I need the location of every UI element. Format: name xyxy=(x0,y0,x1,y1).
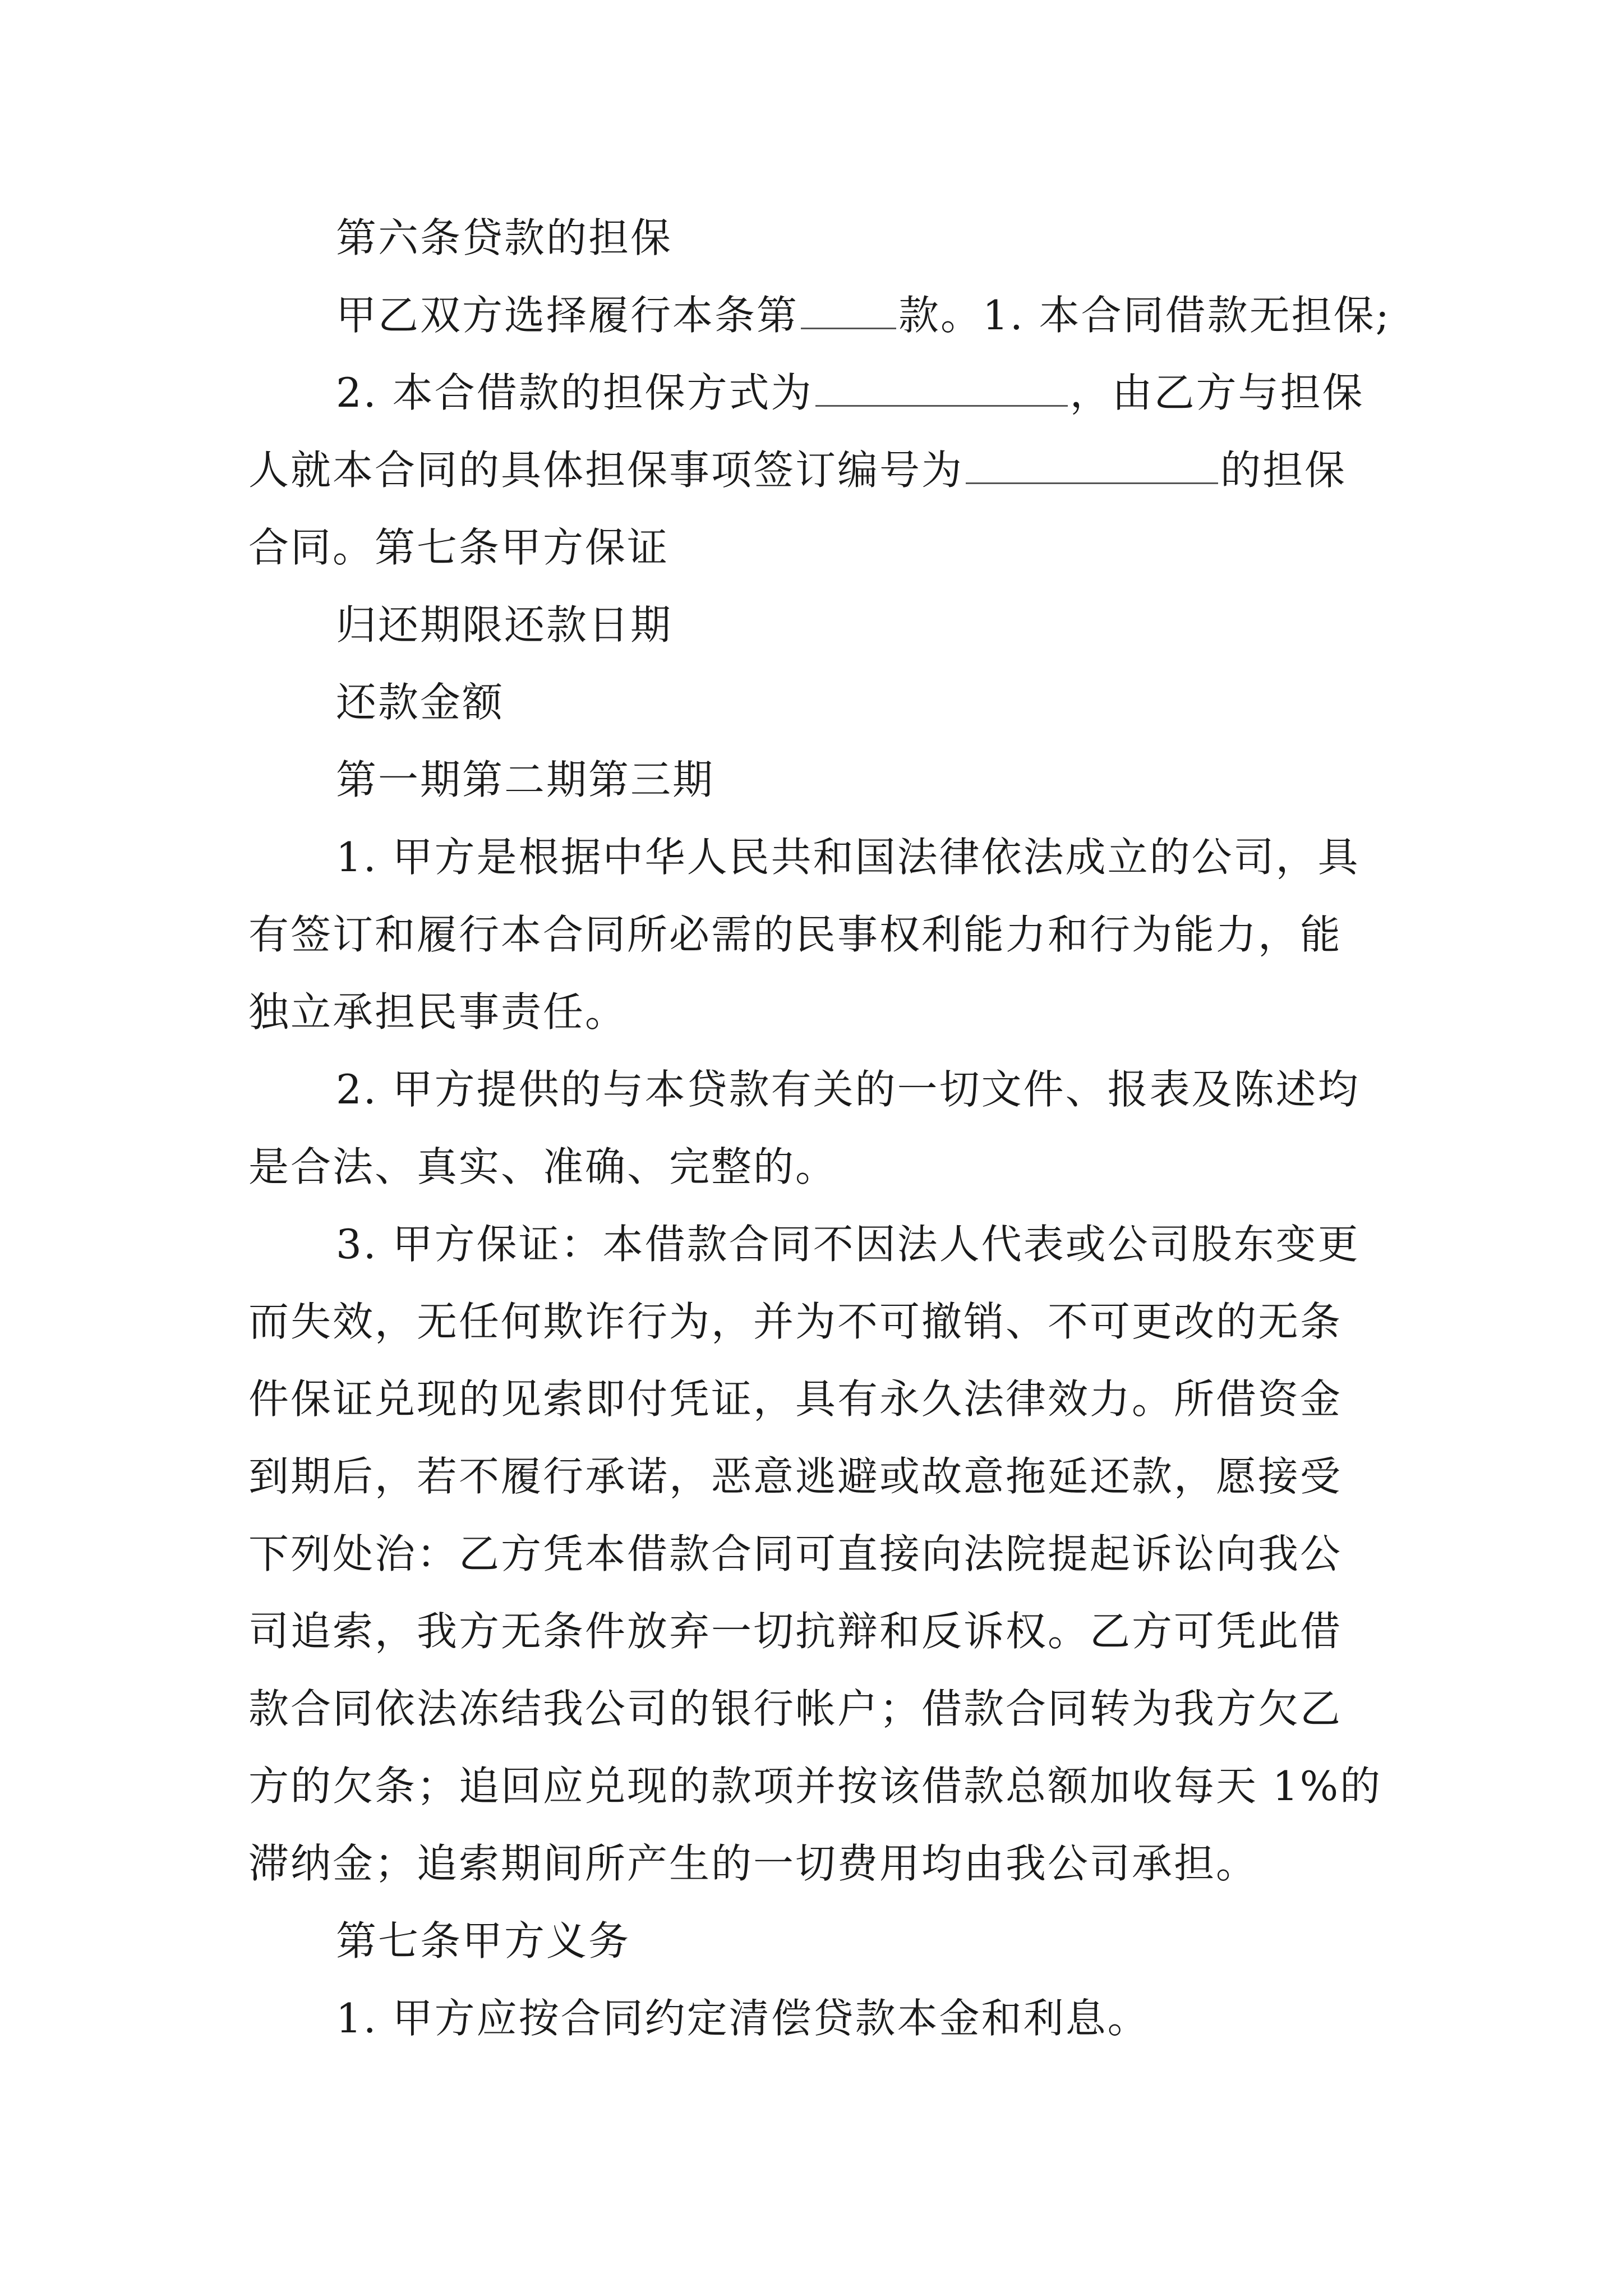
guarantee-method-line xyxy=(248,354,1373,431)
contract-number-blank xyxy=(966,482,1218,484)
document-body xyxy=(248,199,1391,2057)
item3-line5: 下列处治：乙方凭本借款合同可直接向法院提起诉讼向我公 xyxy=(248,1530,1343,1577)
item1-line2: 有签订和履行本合同所必需的民事权利能力和行为能力，能 xyxy=(248,911,1343,958)
guarantee-text-5: 合同。第七条甲方保证 xyxy=(248,524,670,571)
item2-line2: 是合法、真实、准确、完整的。 xyxy=(248,1143,838,1190)
guarantee-choice-line xyxy=(248,277,1391,354)
item2-line1: 2. 甲方提供的与本贷款有关的一切文件、报表及陈述均 xyxy=(336,1066,1360,1113)
item3-line6: 司追索，我方无条件放弃一切抗辩和反诉权。乙方可凭此借 xyxy=(248,1608,1343,1655)
guarantee-text-3: 人就本合同的具体担保事项签订编号为 xyxy=(248,447,964,494)
guarantee-text-1: 2. 本合借款的担保方式为 xyxy=(336,369,813,416)
guarantee-text-4: 的担保 xyxy=(1220,447,1347,494)
choice-text-after: 款。1. 本合同借款无担保; xyxy=(898,292,1391,339)
item3-line2: 而失效，无任何欺诈行为，并为不可撤销、不可更改的无条 xyxy=(248,1298,1343,1345)
guarantee-contract-line xyxy=(248,431,1373,509)
guarantee-text-2: ，由乙方与担保 xyxy=(1069,369,1364,416)
item3-line3: 件保证兑现的见索即付凭证，具有永久法律效力。所借资金 xyxy=(248,1375,1343,1423)
choice-blank xyxy=(801,328,896,329)
item3-line1: 3. 甲方保证：本借款合同不因法人代表或公司股东变更 xyxy=(336,1221,1360,1268)
repay-periods: 第一期第二期第三期 xyxy=(336,756,715,803)
guarantee-method-blank xyxy=(815,405,1068,407)
choice-text-before: 甲乙双方选择履行本条第 xyxy=(336,292,799,339)
repay-amount-label: 还款金额 xyxy=(336,679,505,726)
item1-line3: 独立承担民事责任。 xyxy=(248,988,628,1036)
duty1: 1. 甲方应按合同约定清偿贷款本金和利息。 xyxy=(336,1995,1150,2042)
item3-line4: 到期后，若不履行承诺，恶意逃避或故意拖延还款，愿接受 xyxy=(248,1453,1343,1500)
item3-line9: 滞纳金；追索期间所产生的一切费用均由我公司承担。 xyxy=(248,1840,1258,1887)
item3-line8: 方的欠条；追回应兑现的款项并按该借款总额加收每天 1%的 xyxy=(248,1763,1382,1810)
repay-period-label: 归还期限还款日期 xyxy=(336,601,673,648)
item3-line7: 款合同依法冻结我公司的银行帐户；借款合同转为我方欠乙 xyxy=(248,1685,1343,1732)
item1-line1: 1. 甲方是根据中华人民共和国法律依法成立的公司，具 xyxy=(336,834,1360,881)
section6-heading: 第六条贷款的担保 xyxy=(336,214,673,261)
section7-heading: 第七条甲方义务 xyxy=(336,1917,631,1964)
